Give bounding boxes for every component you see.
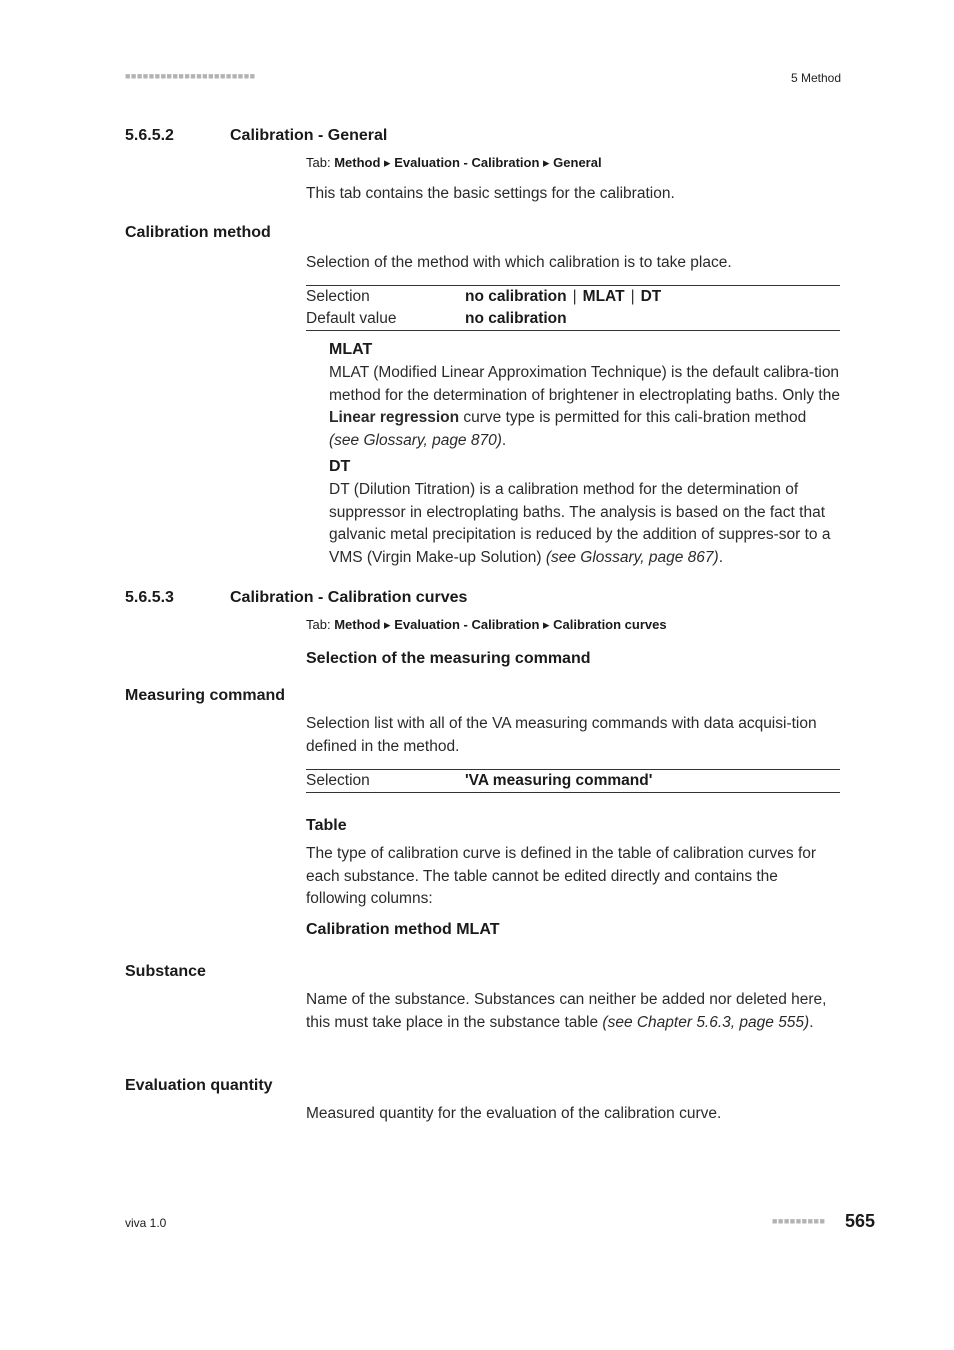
table-description: The type of calibration curve is defined in the table of calibration curves for each substance. The table cannot be edited directly and contains the following columns: <box>306 845 817 908</box>
measuring-command-heading: Measuring command <box>125 687 286 704</box>
calibration-method-heading: Calibration method <box>125 224 271 241</box>
section-title: Calibration - Calibration curves <box>230 589 468 606</box>
footer-decoration: ■■■■■■■■■ <box>772 1216 826 1226</box>
calibration-method-mlat-heading: Calibration method MLAT <box>306 921 500 938</box>
section-number: 5.6.5.2 <box>125 127 174 144</box>
mlat-description: MLAT (Modified Linear Approximation Technique) is the default calibra-tion method for the determination of brightener in electroplating baths. Only the Linear regression curve type is permitted for this cali-bration method (see Glossary, page 870). <box>329 364 840 449</box>
selection-value: 'VA measuring command' <box>465 772 653 789</box>
default-label: Default value <box>306 310 397 327</box>
default-row <box>306 308 840 330</box>
selection-values: no calibration | MLAT | DT <box>465 288 662 305</box>
tab-path: Tab: Method ▸ Evaluation - Calibration ▸ Calibration curves <box>306 617 667 632</box>
default-value: no calibration <box>465 310 567 327</box>
measuring-command-description: Selection list with all of the VA measuring commands with data acquisi-tion defined in the method. <box>306 715 817 755</box>
table-heading: Table <box>306 817 347 834</box>
calibration-method-description: Selection of the method with which calibration is to take place. <box>306 254 732 271</box>
selection-row <box>306 286 840 308</box>
substance-description: Name of the substance. Substances can neither be added nor deleted here, this must take place in the substance table (see Chapter 5.6.3, page 555). <box>306 991 827 1031</box>
section-title: Calibration - General <box>230 127 388 144</box>
section-number: 5.6.5.3 <box>125 589 174 606</box>
page-number: 565 <box>845 1211 876 1231</box>
tab-path: Tab: Method ▸ Evaluation - Calibration ▸ General <box>306 155 602 170</box>
selection-label: Selection <box>306 772 370 789</box>
section-intro: This tab contains the basic settings for the calibration. <box>306 185 675 202</box>
dt-description: DT (Dilution Titration) is a calibration method for the determination of suppressor in electroplating baths. The analysis is based on the fact that galvanic metal precipitation is reduced by the addition of suppres-sor to a VMS (Virgin Make-up Solution) (see Glossary, page 867). <box>329 481 831 566</box>
measuring-command-subheading: Selection of the measuring command <box>306 650 591 667</box>
chapter-title: 5 Method <box>790 71 841 85</box>
measuring-command-table <box>306 769 840 793</box>
calibration-method-table <box>306 285 840 331</box>
dt-heading: DT <box>329 458 351 475</box>
substance-heading: Substance <box>125 963 206 980</box>
evaluation-quantity-heading: Evaluation quantity <box>125 1077 273 1094</box>
mlat-heading: MLAT <box>329 341 373 358</box>
header-decoration: ■■■■■■■■■■■■■■■■■■■■■■ <box>125 71 256 81</box>
selection-row <box>306 770 840 792</box>
product-version: viva 1.0 <box>125 1216 167 1230</box>
selection-label: Selection <box>306 288 370 305</box>
evaluation-quantity-description: Measured quantity for the evaluation of the calibration curve. <box>306 1105 722 1122</box>
